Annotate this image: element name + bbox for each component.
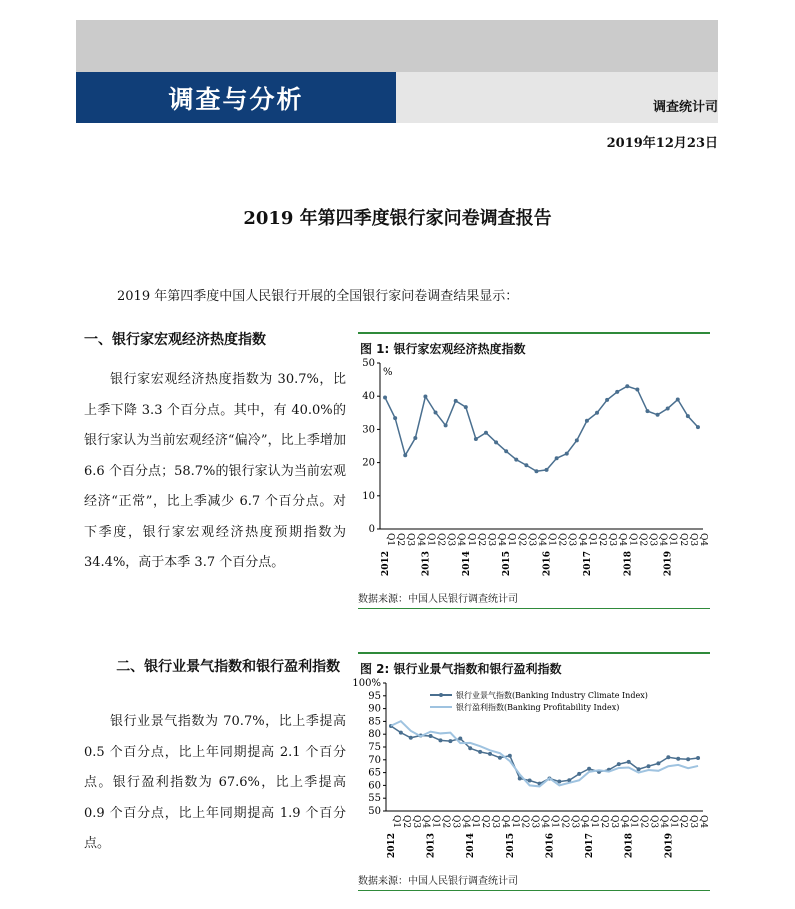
x-quarter-label: Q2 xyxy=(598,815,609,829)
data-point xyxy=(617,762,621,766)
data-point xyxy=(528,779,532,783)
data-point xyxy=(393,416,397,420)
data-point xyxy=(514,458,518,462)
data-point xyxy=(494,440,498,444)
data-point xyxy=(587,767,591,771)
y-tick-label: 90 xyxy=(368,703,381,715)
x-quarter-label: Q4 xyxy=(499,815,510,829)
x-quarter-label: Q1 xyxy=(506,533,517,547)
x-year-label: 2015 xyxy=(502,551,513,577)
x-quarter-label: Q4 xyxy=(420,815,431,829)
data-point xyxy=(478,750,482,754)
x-quarter-label: Q4 xyxy=(576,533,587,547)
data-point xyxy=(438,738,442,742)
data-point xyxy=(605,398,609,402)
data-point xyxy=(413,436,417,440)
report-title: 2019 年第四季度银行家问卷调查报告 xyxy=(243,208,552,229)
x-quarter-label: Q1 xyxy=(430,815,441,829)
y-tick-label: 50 xyxy=(362,358,375,369)
x-quarter-label: Q2 xyxy=(440,815,451,829)
data-point xyxy=(545,468,549,472)
chart1-svg xyxy=(358,357,710,582)
x-year-label: 2016 xyxy=(542,551,553,577)
data-point xyxy=(666,755,670,759)
x-quarter-label: Q4 xyxy=(536,533,547,547)
x-year-label: 2013 xyxy=(426,833,437,859)
data-point xyxy=(498,756,502,760)
data-point xyxy=(686,414,690,418)
x-quarter-label: Q3 xyxy=(607,533,618,547)
data-point xyxy=(399,731,403,735)
data-point xyxy=(645,409,649,413)
data-point xyxy=(524,463,528,467)
data-point xyxy=(625,384,629,388)
data-point xyxy=(468,746,472,750)
data-point xyxy=(448,739,452,743)
data-point xyxy=(488,752,492,756)
legend-label-1: 银行业景气指数(Banking Industry Climate Index) xyxy=(456,691,648,700)
chart1-frame xyxy=(358,332,710,582)
chart2-title: 图 2: 银行业景气指数和银行盈利指数 xyxy=(360,662,562,676)
y-tick-label: 10 xyxy=(362,490,375,502)
x-quarter-label: Q1 xyxy=(627,533,638,547)
data-point xyxy=(647,764,651,768)
data-point xyxy=(575,438,579,442)
data-point xyxy=(508,754,512,758)
data-point xyxy=(383,396,387,400)
data-point xyxy=(635,388,639,392)
x-quarter-label: Q3 xyxy=(608,815,619,829)
x-year-label: 2018 xyxy=(624,833,635,859)
report-date: 2019年12月23日 xyxy=(606,136,718,151)
chart2-source: 数据来源：中国人民银行调查统计司 xyxy=(358,876,518,887)
x-quarter-label: Q2 xyxy=(435,533,446,547)
header-band xyxy=(76,20,718,72)
chart1-source: 数据来源：中国人民银行调查统计司 xyxy=(358,594,518,605)
x-quarter-label: Q2 xyxy=(516,533,527,547)
x-quarter-label: Q3 xyxy=(490,815,501,829)
y-tick-label: 95 xyxy=(368,690,381,702)
x-quarter-label: Q4 xyxy=(460,815,471,829)
data-point xyxy=(454,399,458,403)
x-quarter-label: Q3 xyxy=(445,533,456,547)
x-year-label: 2012 xyxy=(386,833,397,859)
x-quarter-label: Q3 xyxy=(647,533,658,547)
data-point xyxy=(565,452,569,456)
x-quarter-label: Q3 xyxy=(687,533,698,547)
section1-heading: 一、银行家宏观经济热度指数 xyxy=(84,332,266,348)
banner-title: 调查与分析 xyxy=(76,72,396,123)
x-quarter-label: Q1 xyxy=(390,815,401,829)
x-quarter-label: Q1 xyxy=(667,533,678,547)
x-quarter-label: Q1 xyxy=(628,815,639,829)
data-point xyxy=(434,410,438,414)
x-quarter-label: Q3 xyxy=(529,815,540,829)
x-quarter-label: Q1 xyxy=(385,533,396,547)
y-tick-label: 70 xyxy=(368,754,381,766)
y-tick-label: 40 xyxy=(362,391,375,403)
x-quarter-label: Q1 xyxy=(425,533,436,547)
x-quarter-label: Q2 xyxy=(556,533,567,547)
data-point xyxy=(686,757,690,761)
y-tick-label: 50 xyxy=(368,806,381,817)
x-quarter-label: Q4 xyxy=(617,533,628,547)
x-quarter-label: Q1 xyxy=(586,533,597,547)
x-year-label: 2019 xyxy=(664,833,675,859)
series-line-2 xyxy=(391,721,698,786)
x-quarter-label: Q3 xyxy=(410,815,421,829)
x-quarter-label: Q2 xyxy=(480,815,491,829)
x-quarter-label: Q4 xyxy=(698,815,709,829)
data-point xyxy=(666,406,670,410)
data-point xyxy=(534,469,538,473)
data-point xyxy=(464,405,468,409)
x-year-label: 2014 xyxy=(461,551,472,577)
data-point xyxy=(696,425,700,429)
x-quarter-label: Q4 xyxy=(618,815,629,829)
data-point xyxy=(429,734,433,738)
x-quarter-label: Q2 xyxy=(638,815,649,829)
y-tick-label: 30 xyxy=(362,424,375,436)
y-tick-label: 55 xyxy=(368,793,381,805)
x-year-label: 2016 xyxy=(545,833,556,859)
x-quarter-label: Q2 xyxy=(400,815,411,829)
data-point xyxy=(676,757,680,761)
x-quarter-label: Q1 xyxy=(465,533,476,547)
x-quarter-label: Q2 xyxy=(677,533,688,547)
data-point xyxy=(474,437,478,441)
x-quarter-label: Q1 xyxy=(509,815,520,829)
section2-paragraph: 银行业景气指数为 70.7%，比上季提高 0.5 个百分点，比上年同期提高 2.1 个百分点。银行盈利指数为 67.6%，比上季提高 0.9 个百分点，比上年同期提高 1.9 个百分点。 xyxy=(84,714,346,851)
x-quarter-label: Q3 xyxy=(405,533,416,547)
intro-text: 2019 年第四季度中国人民银行开展的全国银行家问卷调查结果显示： xyxy=(117,289,519,304)
x-quarter-label: Q3 xyxy=(485,533,496,547)
x-quarter-label: Q2 xyxy=(395,533,406,547)
y-tick-label: 100% xyxy=(352,678,381,689)
data-point xyxy=(555,456,559,460)
x-quarter-label: Q2 xyxy=(559,815,570,829)
data-point xyxy=(403,453,407,457)
data-point xyxy=(484,431,488,435)
x-quarter-label: Q3 xyxy=(688,815,699,829)
x-quarter-label: Q2 xyxy=(678,815,689,829)
x-quarter-label: Q2 xyxy=(475,533,486,547)
x-year-label: 2012 xyxy=(381,551,392,577)
x-year-label: 2017 xyxy=(585,833,596,859)
x-quarter-label: Q4 xyxy=(697,533,708,547)
x-quarter-label: Q2 xyxy=(519,815,530,829)
x-quarter-label: Q3 xyxy=(648,815,659,829)
chart2-frame xyxy=(352,652,710,872)
x-quarter-label: Q1 xyxy=(668,815,679,829)
x-quarter-label: Q4 xyxy=(415,533,426,547)
x-quarter-label: Q4 xyxy=(579,815,590,829)
chart2-bottom-rule xyxy=(358,890,710,891)
x-quarter-label: Q1 xyxy=(470,815,481,829)
legend-marker xyxy=(439,693,443,697)
data-point xyxy=(676,398,680,402)
section2-heading: 二、银行业景气指数和银行盈利指数 xyxy=(116,659,341,675)
data-point xyxy=(656,413,660,417)
department: 调查统计司 xyxy=(652,100,718,115)
y-tick-label: 80 xyxy=(368,729,381,741)
x-quarter-label: Q4 xyxy=(496,533,507,547)
data-point xyxy=(656,761,660,765)
x-quarter-label: Q2 xyxy=(597,533,608,547)
data-point xyxy=(627,760,631,764)
series-line-1 xyxy=(391,726,698,784)
data-point xyxy=(409,736,413,740)
x-quarter-label: Q3 xyxy=(569,815,580,829)
x-year-label: 2017 xyxy=(582,551,593,577)
data-point xyxy=(458,737,462,741)
data-point xyxy=(423,395,427,399)
data-point xyxy=(615,390,619,394)
data-point xyxy=(595,411,599,415)
y-axis-unit: % xyxy=(383,367,393,378)
x-year-label: 2014 xyxy=(466,833,477,859)
data-point xyxy=(577,772,581,776)
x-quarter-label: Q1 xyxy=(589,815,600,829)
x-quarter-label: Q1 xyxy=(549,815,560,829)
section1-paragraph: 银行家宏观经济热度指数为 30.7%，比上季下降 3.3 个百分点。其中，有 40.0%的银行家认为当前宏观经济“偏冷”，比上季增加 6.6 个百分点；58.7%的银行家认为当前宏观经济“正常”，比上季减少 6.7 个百分点。对下季度，银行家宏观经济热度预期指数为 34.4%，高于本季 3.7 个百分点。 xyxy=(84,372,346,570)
data-point xyxy=(585,419,589,423)
y-tick-label: 85 xyxy=(368,716,381,728)
chart1-title: 图 1: 银行家宏观经济热度指数 xyxy=(360,342,526,356)
data-point xyxy=(504,449,508,453)
x-quarter-label: Q2 xyxy=(637,533,648,547)
y-tick-label: 65 xyxy=(368,767,381,779)
data-point xyxy=(444,423,448,427)
x-quarter-label: Q3 xyxy=(450,815,461,829)
y-tick-label: 60 xyxy=(368,780,381,792)
y-tick-label: 75 xyxy=(368,742,381,753)
x-quarter-label: Q4 xyxy=(657,533,668,547)
y-tick-label: 20 xyxy=(362,457,375,469)
series-line-1 xyxy=(385,386,698,471)
x-year-label: 2013 xyxy=(421,551,432,577)
x-quarter-label: Q4 xyxy=(539,815,550,829)
x-quarter-label: Q4 xyxy=(658,815,669,829)
legend-label-2: 银行盈利指数(Banking Profitability Index) xyxy=(456,703,620,712)
x-quarter-label: Q1 xyxy=(546,533,557,547)
chart1-bottom-rule xyxy=(358,608,710,609)
data-point xyxy=(696,756,700,760)
x-quarter-label: Q3 xyxy=(526,533,537,547)
x-quarter-label: Q4 xyxy=(455,533,466,547)
x-quarter-label: Q3 xyxy=(566,533,577,547)
data-point xyxy=(557,780,561,784)
x-year-label: 2019 xyxy=(663,551,674,577)
chart2-svg xyxy=(352,677,710,872)
data-point xyxy=(637,767,641,771)
y-tick-label: 0 xyxy=(368,524,375,535)
x-year-label: 2015 xyxy=(505,833,516,859)
x-year-label: 2018 xyxy=(623,551,634,577)
